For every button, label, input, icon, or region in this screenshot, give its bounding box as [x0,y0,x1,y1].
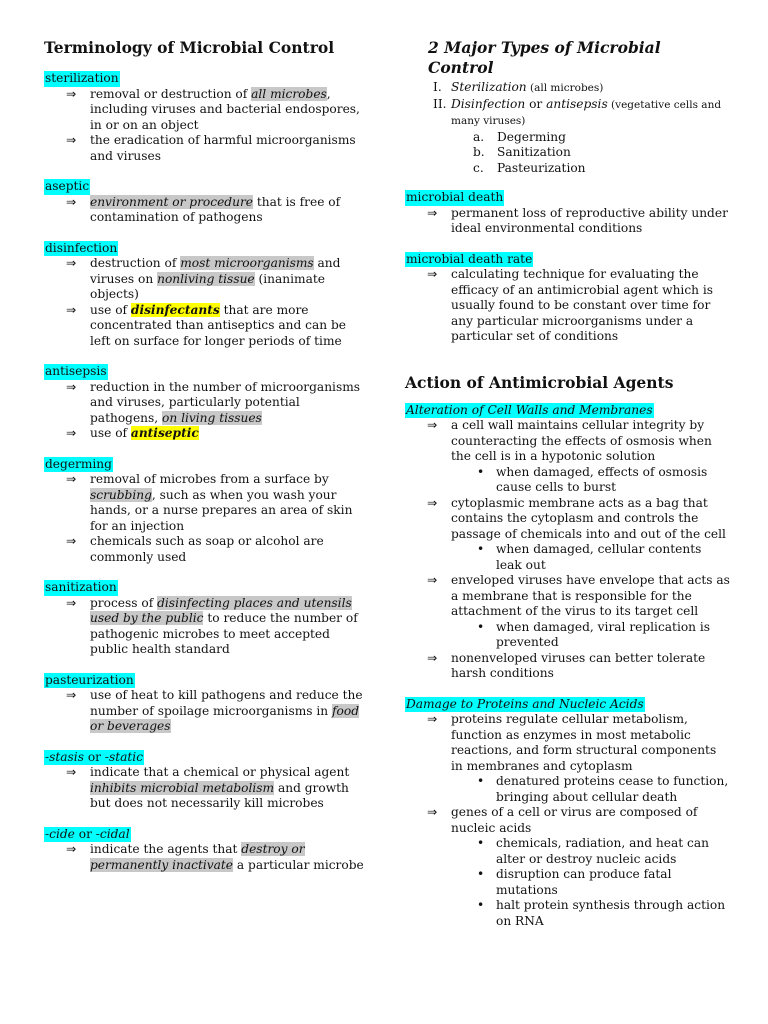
definition-text: and viruses on [90,256,341,286]
highlighted-phrase: inhibits microbial metabolism [90,780,275,795]
arrow-icon: ⇒ [427,205,438,220]
bullet-text: halt protein synthesis through action on RNA [496,898,726,928]
definition-item [44,472,364,534]
definition-item [405,267,730,345]
term-label [44,750,144,766]
highlighted-phrase: nonliving tissue [157,271,255,286]
arrow-icon: ⇒ [66,472,77,486]
arrow-icon: ⇒ [66,534,77,548]
definition-item [44,133,364,164]
term-label: microbial death rate [406,251,533,266]
arrow-icon: ⇒ [66,379,77,394]
arrow-icon: ⇒ [66,842,77,856]
definition-text: use of [90,302,131,317]
arrow-icon: ⇒ [66,256,77,270]
type-note: (vegetative cells and many viruses) [451,98,722,127]
definition-text: enveloped viruses have envelope that acts as a membrane that is responsible for the attachment of the virus to its target cell [451,573,730,618]
definition-text: indicate that a chemical or physical agent [90,765,350,779]
definition-text: nonenveloped viruses can better tolerate harsh conditions [451,650,706,680]
arrow-icon: ⇒ [427,712,438,726]
term-label: disinfection [45,240,118,255]
term-disinfection [44,241,364,350]
bullet-item [405,774,730,805]
definition-text: genes of a cell or virus are composed of nucleic acids [451,805,698,835]
arrow-icon: ⇒ [427,805,438,819]
suffix-b: -cidal [95,826,130,841]
definition-text: and growth but does not necessarily kill microbes [90,780,349,810]
roman-numeral: I. [433,80,442,94]
bullet-item [405,898,730,929]
highlighted-phrase: disinfecting places and utensils used by the public [90,595,352,625]
term-pasteurization [44,673,364,735]
term-label [44,827,131,843]
definition-item [44,842,364,873]
type-name: Sterilization [451,80,527,94]
arrow-icon: ⇒ [427,267,438,281]
arrow-icon: ⇒ [66,302,77,317]
yellow-highlight: disinfectants [130,302,220,317]
highlighted-phrase: environment or procedure [90,194,253,209]
definition-item [44,596,364,658]
definition-text: that are more concentrated than antiseptics and can be left on surface for longer periods of time [90,302,346,348]
roman-numeral: II. [433,96,447,111]
subtype-label: Degerming [497,129,566,144]
definition-item [405,805,730,836]
subtype-letter: c. [473,160,484,175]
definition-text: proteins regulate cellular metabolism, function as enzymes in most metabolic reactions, and form structural components in membranes and cytoplasm [451,712,717,773]
term-label: sterilization [45,71,119,85]
definition-text: calculating technique for evaluating the efficacy of an antimicrobial agent which is usually found to be constant over time for any particular microorganisms under a particular set of conditions [451,267,714,343]
definition-text: removal of microbes from a surface by [90,472,329,486]
right-column [405,38,730,944]
definition-item [44,303,364,350]
term-label: sanitization [45,580,117,594]
arrow-icon: ⇒ [427,573,438,587]
term-stasis [44,750,364,812]
arrow-icon: ⇒ [66,426,77,440]
term-microbial-death [405,190,730,237]
highlighted-phrase: food or beverages [90,703,360,733]
subtype-item [405,130,730,146]
subtype-letter: b. [473,145,485,159]
definition-item [405,573,730,620]
term-sanitization [44,580,364,658]
subtype-item [405,161,730,177]
bullet-item [405,620,730,651]
definition-text: use of heat to kill pathogens and reduce the number of spoilage microorganisms in [90,688,363,718]
highlighted-phrase: destroy or permanently inactivate [90,842,305,872]
definition-text: permanent loss of reproductive ability under ideal environmental conditions [451,205,728,235]
section-title-action: Action of Antimicrobial Agents [405,372,674,392]
bullet-text: disruption can produce fatal mutations [496,867,672,897]
definition-item [405,206,730,237]
definition-item [44,688,364,735]
term-microbial-death-rate [405,252,730,345]
arrow-icon: ⇒ [427,495,438,510]
definition-text: removal or destruction of [90,86,252,101]
term-sterilization [44,71,364,164]
bullet-icon: • [477,774,485,788]
subsection-heading: Damage to Proteins and Nucleic Acids [406,696,644,711]
arrow-icon: ⇒ [427,650,438,665]
yellow-highlight: antiseptic [130,426,199,440]
highlighted-phrase: most microorganisms [180,256,314,270]
definition-item [44,256,364,303]
definition-item [405,496,730,543]
suffix-b: -static [104,749,144,764]
definition-text: (inanimate objects) [90,271,325,301]
definition-text: , such as when you wash your hands, or a nurse prepares an area of skin for an injection [90,487,353,533]
subsection-proteins [405,697,730,930]
bullet-item [405,465,730,496]
type-name: Disinfection [451,96,526,111]
bullet-icon: • [477,836,485,850]
definition-item [44,195,364,226]
definition-text: cytoplasmic membrane acts as a bag that contains the cytoplasm and controls the passage of chemicals into and out of the cell [451,495,726,541]
definition-text: , including viruses and bacterial endospores, in or on an object [90,86,360,132]
subtype-label: Pasteurization [497,160,586,175]
arrow-icon: ⇒ [66,688,77,702]
type-name: antisepsis [546,96,608,111]
term-antisepsis [44,364,364,442]
term-label: antisepsis [45,364,107,378]
suffix-or: or [83,749,105,764]
definition-text: reduction in the number of microorganisms and viruses, particularly potential pathogens, [90,379,361,425]
definition-item [44,426,364,442]
bullet-icon: • [477,464,485,479]
term-label: degerming [45,456,112,471]
arrow-icon: ⇒ [66,765,77,779]
subsection-heading: Alteration of Cell Walls and Membranes [406,402,653,417]
bullet-text: denatured proteins cease to function, bringing about cellular death [496,774,729,804]
definition-item [44,534,364,565]
subtype-item [405,145,730,161]
definition-text: the eradication of harmful microorganisms and viruses [90,133,356,163]
definition-text: a cell wall maintains cellular integrity by counteracting the effects of osmosis when the cell is in a hypotonic solution [451,418,712,463]
definition-text: that is free of contamination of pathogens [90,194,341,224]
type-item [405,97,730,130]
bullet-icon: • [477,542,485,556]
term-label: pasteurization [45,672,134,687]
section-title-types: 2 Major Types of Microbial Control [428,38,661,77]
definition-item [44,765,364,812]
term-cide [44,827,364,874]
definition-item [405,651,730,682]
definition-text: destruction of [90,256,181,270]
bullet-text: when damaged, effects of osmosis cause cells to burst [496,464,708,494]
bullet-icon: • [477,898,485,912]
definition-item [44,87,364,134]
arrow-icon: ⇒ [66,133,77,147]
definition-text: to reduce the number of pathogenic microbes to meet accepted public health standard [90,611,358,656]
highlighted-phrase: scrubbing [90,487,152,502]
term-label: aseptic [45,179,90,193]
subsection-cell-walls [405,403,730,682]
left-column [44,38,364,888]
bullet-icon: • [477,619,485,634]
suffix-a: -cide [45,826,75,841]
bullet-icon: • [477,867,485,881]
subtype-letter: a. [473,129,485,144]
highlighted-phrase: all microbes [251,86,327,101]
definition-item [44,380,364,427]
arrow-icon: ⇒ [66,86,77,101]
definition-text: chemicals such as soap or alcohol are commonly used [90,534,324,564]
type-or: or [525,96,547,111]
term-aseptic [44,179,364,226]
bullet-text: when damaged, viral replication is prevented [496,619,711,649]
bullet-text: chemicals, radiation, and heat can alter or destroy nucleic acids [496,836,709,866]
page-title: Terminology of Microbial Control [44,38,335,57]
bullet-item [405,836,730,867]
definition-item [405,712,730,774]
term-degerming [44,457,364,566]
term-label: microbial death [406,190,504,204]
type-item [405,80,730,97]
definition-text: process of [90,595,158,610]
definition-text: use of [90,426,131,440]
bullet-item [405,542,730,573]
highlighted-phrase: on living tissues [162,410,262,425]
arrow-icon: ⇒ [66,595,77,610]
arrow-icon: ⇒ [427,418,438,432]
type-note: (all microbes) [526,82,604,94]
definition-text: a particular microbe [233,857,364,872]
definition-text: indicate the agents that [90,842,242,856]
arrow-icon: ⇒ [66,194,77,209]
suffix-or: or [74,826,96,841]
definition-item [405,418,730,465]
bullet-item [405,867,730,898]
bullet-text: when damaged, cellular contents leak out [496,542,702,572]
subtype-label: Sanitization [497,145,571,159]
suffix-a: -stasis [45,749,84,764]
